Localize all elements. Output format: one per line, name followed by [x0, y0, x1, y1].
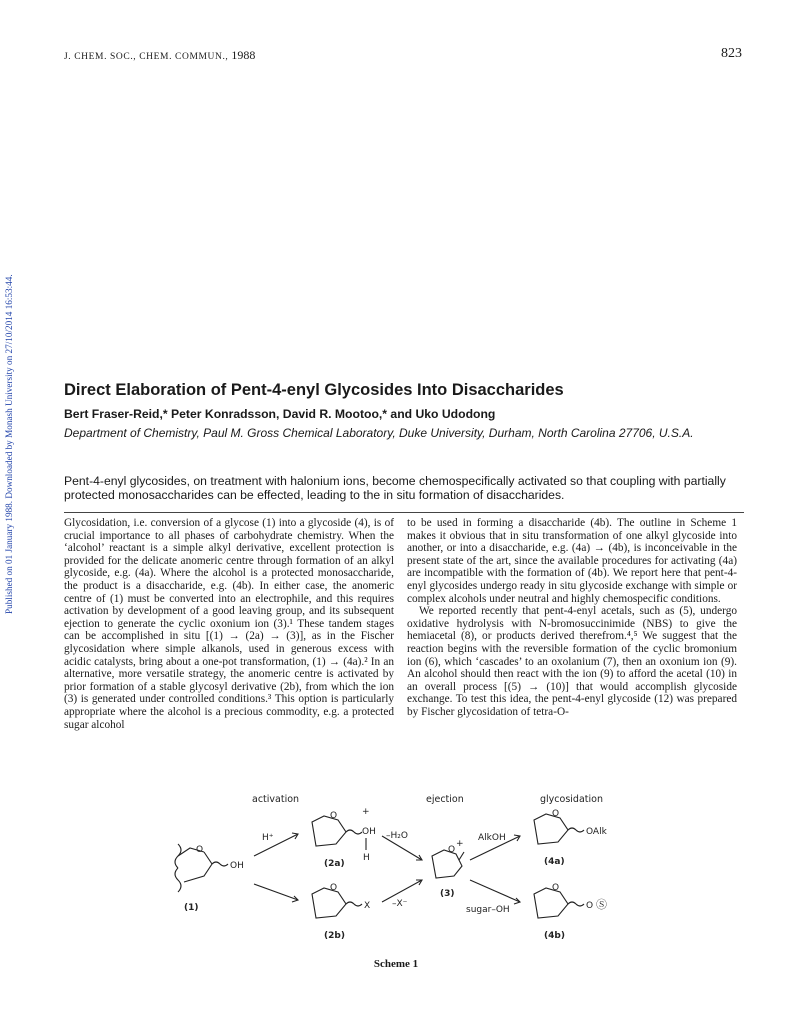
svg-text:O: O: [552, 809, 560, 819]
svg-text:–H₂O: –H₂O: [386, 831, 408, 841]
scheme-1-diagram: [160, 790, 640, 950]
svg-text:H: H: [363, 853, 370, 863]
svg-text:(2b): (2b): [324, 931, 345, 941]
body-paragraph: to be used in forming a disaccharide (4b). The outline in Scheme 1 makes it obvious that in situ transformation of one alkyl glycoside into another, or into a disaccharide, e.g. (4a) → (4b), is inconceivable in the present state of the art, since the available procedures for activating (4a) are incompatible with the formation of (4b). We report here that pent-4-enyl glycosides undergo ready in situ glycoside exchange with simple or complex alcohols under neutral and highly chemospecific conditions.: [407, 517, 737, 605]
label-glycosidation: glycosidation: [540, 794, 603, 805]
compound-2b: [312, 883, 370, 941]
body-column-right: [407, 517, 737, 719]
arrow-3-to-4b: [470, 880, 520, 902]
download-watermark[interactable]: Published on 01 January 1988. Downloaded by Monash University on 27/10/2014 16:53:44.: [4, 274, 14, 614]
label-ejection: ejection: [426, 794, 464, 805]
article-abstract: Pent-4-enyl glycosides, on treatment with halonium ions, become chemospecifically activated so that coupling with partially protected monosaccharides can be effected, leading to the in situ formation of disaccharides.: [64, 474, 726, 502]
arrow-1-to-2a: [254, 834, 298, 856]
svg-text:O: O: [330, 811, 338, 821]
svg-text:+: +: [362, 807, 370, 817]
compound-4b: [534, 883, 607, 941]
svg-text:H⁺: H⁺: [262, 833, 274, 843]
svg-text:O: O: [196, 845, 204, 855]
svg-text:OH: OH: [230, 861, 244, 871]
svg-text:O: O: [330, 883, 338, 893]
svg-text:(2a): (2a): [324, 859, 345, 869]
svg-text:OH: OH: [362, 827, 376, 837]
svg-text:O: O: [586, 901, 594, 911]
body-column-left: [64, 517, 394, 731]
compound-3: [432, 839, 464, 899]
svg-text:(3): (3): [440, 889, 455, 899]
journal-name: J. CHEM. SOC., CHEM. COMMUN.,: [64, 52, 229, 62]
article-authors: Bert Fraser-Reid,* Peter Konradsson, David R. Mootoo,* and Uko Udodong: [64, 407, 496, 421]
svg-text:X: X: [364, 901, 371, 911]
body-paragraph: We reported recently that pent-4-enyl acetals, such as (5), undergo oxidative hydrolysis with N-bromosuccinimide (NBS) to give the hemiacetal (8), or products derived therefrom.⁴,⁵ We suggest that the reaction begins with the reversible formation of the cyclic bromonium ion (6), which ‘cascades’ to an oxolanium (7), then an oxonium ion (9). An alcohol should then react with the ion (9) to afford the acetal (10) in an overall process [(5) → (10)] that would accomplish glycoside exchange. To test this idea, the pent-4-enyl glycoside (12) was prepared by Fischer glycosidation of tetra-O-: [407, 605, 737, 718]
page-number: 823: [721, 46, 742, 61]
svg-text:OAlk: OAlk: [586, 827, 607, 837]
svg-text:Ⓢ: Ⓢ: [596, 898, 607, 911]
svg-text:–X⁻: –X⁻: [392, 899, 408, 909]
body-paragraph: Glycosidation, i.e. conversion of a glycose (1) into a glycoside (4), is of crucial importance to all phases of carbohydrate chemistry. When the ‘alcohol’ reactant is a simple alkyl derivative, excellent protection is provided for the delicate anomeric centre through formation of an alkyl glycoside, e.g. (4a). Where the alcohol is a protected monosaccharide, the product is a disaccharide, e.g. (4b). In either case, the anomeric centre of (1) must be converted into an electrophile, and this requires activation by development of a good leaving group, and its subsequent ejection to generate the cyclic oxonium ion (3).¹ These tandem stages can be accomplished in situ [(1) → (2a) → (3)], as in the Fischer glycosidation where simple alkanols, used in generous excess with acidic catalysts, bring about a one-pot transformation, (1) → (4a).² In an alternative, more versatile strategy, the anomeric centre is activated by prior formation of a stable glycosyl derivative (2b), from which the ion (3) is generated under controlled conditions.³ This option is particularly appropriate where the alcohol is a precious commodity, e.g. a protected sugar alcohol: [64, 517, 394, 731]
svg-text:sugar–OH: sugar–OH: [466, 905, 510, 915]
article-affiliation: Department of Chemistry, Paul M. Gross Chemical Laboratory, Duke University, Durham, North Carolina 27706, U.S.A.: [64, 426, 694, 440]
article-title: Direct Elaboration of Pent-4-enyl Glycosides Into Disaccharides: [64, 381, 564, 399]
compound-4a: [534, 809, 608, 867]
label-activation: activation: [252, 794, 300, 805]
svg-text:(4b): (4b): [544, 931, 565, 941]
svg-text:AlkOH: AlkOH: [478, 833, 506, 843]
compound-2a: [312, 807, 376, 869]
compound-1: [175, 844, 244, 913]
svg-text:+: +: [456, 839, 464, 849]
svg-text:O: O: [552, 883, 560, 893]
abstract-divider: [64, 512, 744, 513]
svg-text:(1): (1): [184, 903, 199, 913]
scheme-caption: Scheme 1: [373, 958, 419, 970]
svg-text:(4a): (4a): [544, 857, 565, 867]
arrow-1-to-2b: [254, 884, 298, 900]
svg-text:O: O: [448, 845, 456, 855]
journal-year: 1988: [231, 48, 256, 62]
running-header: [64, 48, 255, 63]
